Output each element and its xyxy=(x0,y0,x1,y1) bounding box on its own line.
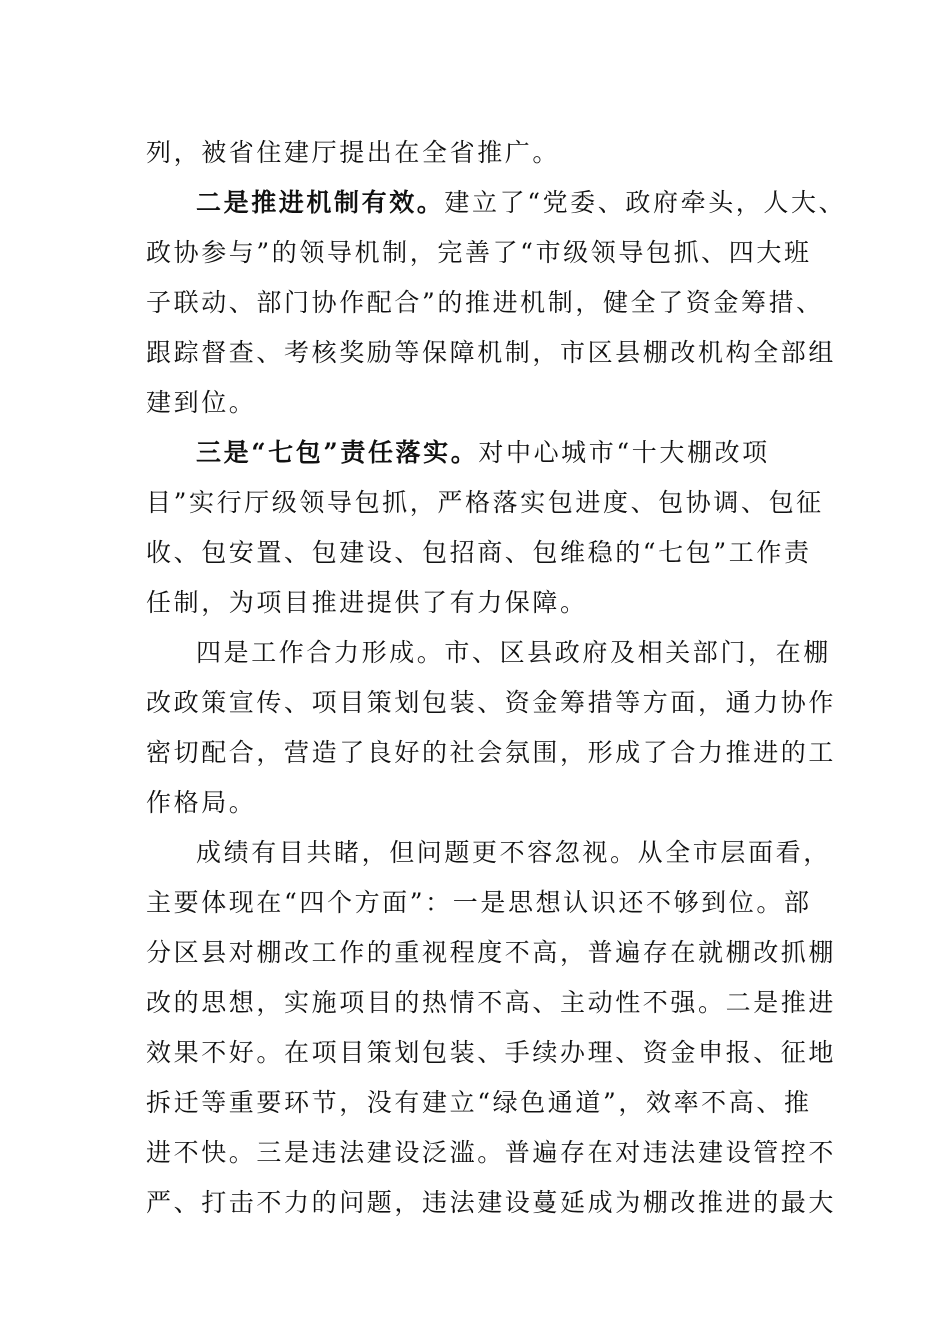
text-line: 建到位。 xyxy=(146,388,257,417)
paragraph-lead: 三是“七包”责任落实。 xyxy=(196,438,479,467)
text-line: 密切配合，营造了良好的社会氛围，形成了合力推进的工 xyxy=(146,738,837,767)
text-line: 改政策宣传、项目策划包装、资金筹措等方面，通力协作 xyxy=(146,688,837,717)
text-line: 主要体现在“四个方面”：一是思想认识还不够到位。部 xyxy=(146,888,812,917)
paragraph-first-line: 三是“七包”责任落实。对中心城市“十大棚改项 xyxy=(196,438,770,467)
paragraph-lead: 二是推进机制有效。 xyxy=(196,188,445,217)
text-line: 目”实行厅级领导包抓，严格落实包进度、包协调、包征 xyxy=(146,488,824,517)
text-line: 列，被省住建厅提出在全省推广。 xyxy=(146,138,561,167)
text-line: 任制，为项目推进提供了有力保障。 xyxy=(146,588,588,617)
paragraph-first-line: 二是推进机制有效。建立了“党委、政府牵头，人大、 xyxy=(196,188,847,217)
text-line: 严、打击不力的问题，违法建设蔓延成为棚改推进的最大 xyxy=(146,1188,837,1217)
text-line: 效果不好。在项目策划包装、手续办理、资金申报、征地 xyxy=(146,1038,837,1067)
text-line: 作格局。 xyxy=(146,788,257,817)
text-line: 改的思想，实施项目的热情不高、主动性不强。二是推进 xyxy=(146,988,837,1017)
text-line: 政协参与”的领导机制，完善了“市级领导包抓、四大班 xyxy=(146,238,812,267)
paragraph-first-line: 成绩有目共睹，但问题更不容忽视。从全市层面看， xyxy=(196,838,831,867)
text-line: 子联动、部门协作配合”的推进机制，健全了资金筹措、 xyxy=(146,288,824,317)
paragraph-first-line: 四是工作合力形成。市、区县政府及相关部门，在棚 xyxy=(196,638,831,667)
text-line: 跟踪督查、考核奖励等保障机制，市区县棚改机构全部组 xyxy=(146,338,837,367)
text-line: 进不快。三是违法建设泛滥。普遍存在对违法建设管控不 xyxy=(146,1138,837,1167)
text-line: 收、包安置、包建设、包招商、包维稳的“七包”工作责 xyxy=(146,538,812,567)
text-line: 分区县对棚改工作的重视程度不高，普遍存在就棚改抓棚 xyxy=(146,938,837,967)
text-line: 拆迁等重要环节，没有建立“绿色通道”，效率不高、推 xyxy=(146,1088,812,1117)
